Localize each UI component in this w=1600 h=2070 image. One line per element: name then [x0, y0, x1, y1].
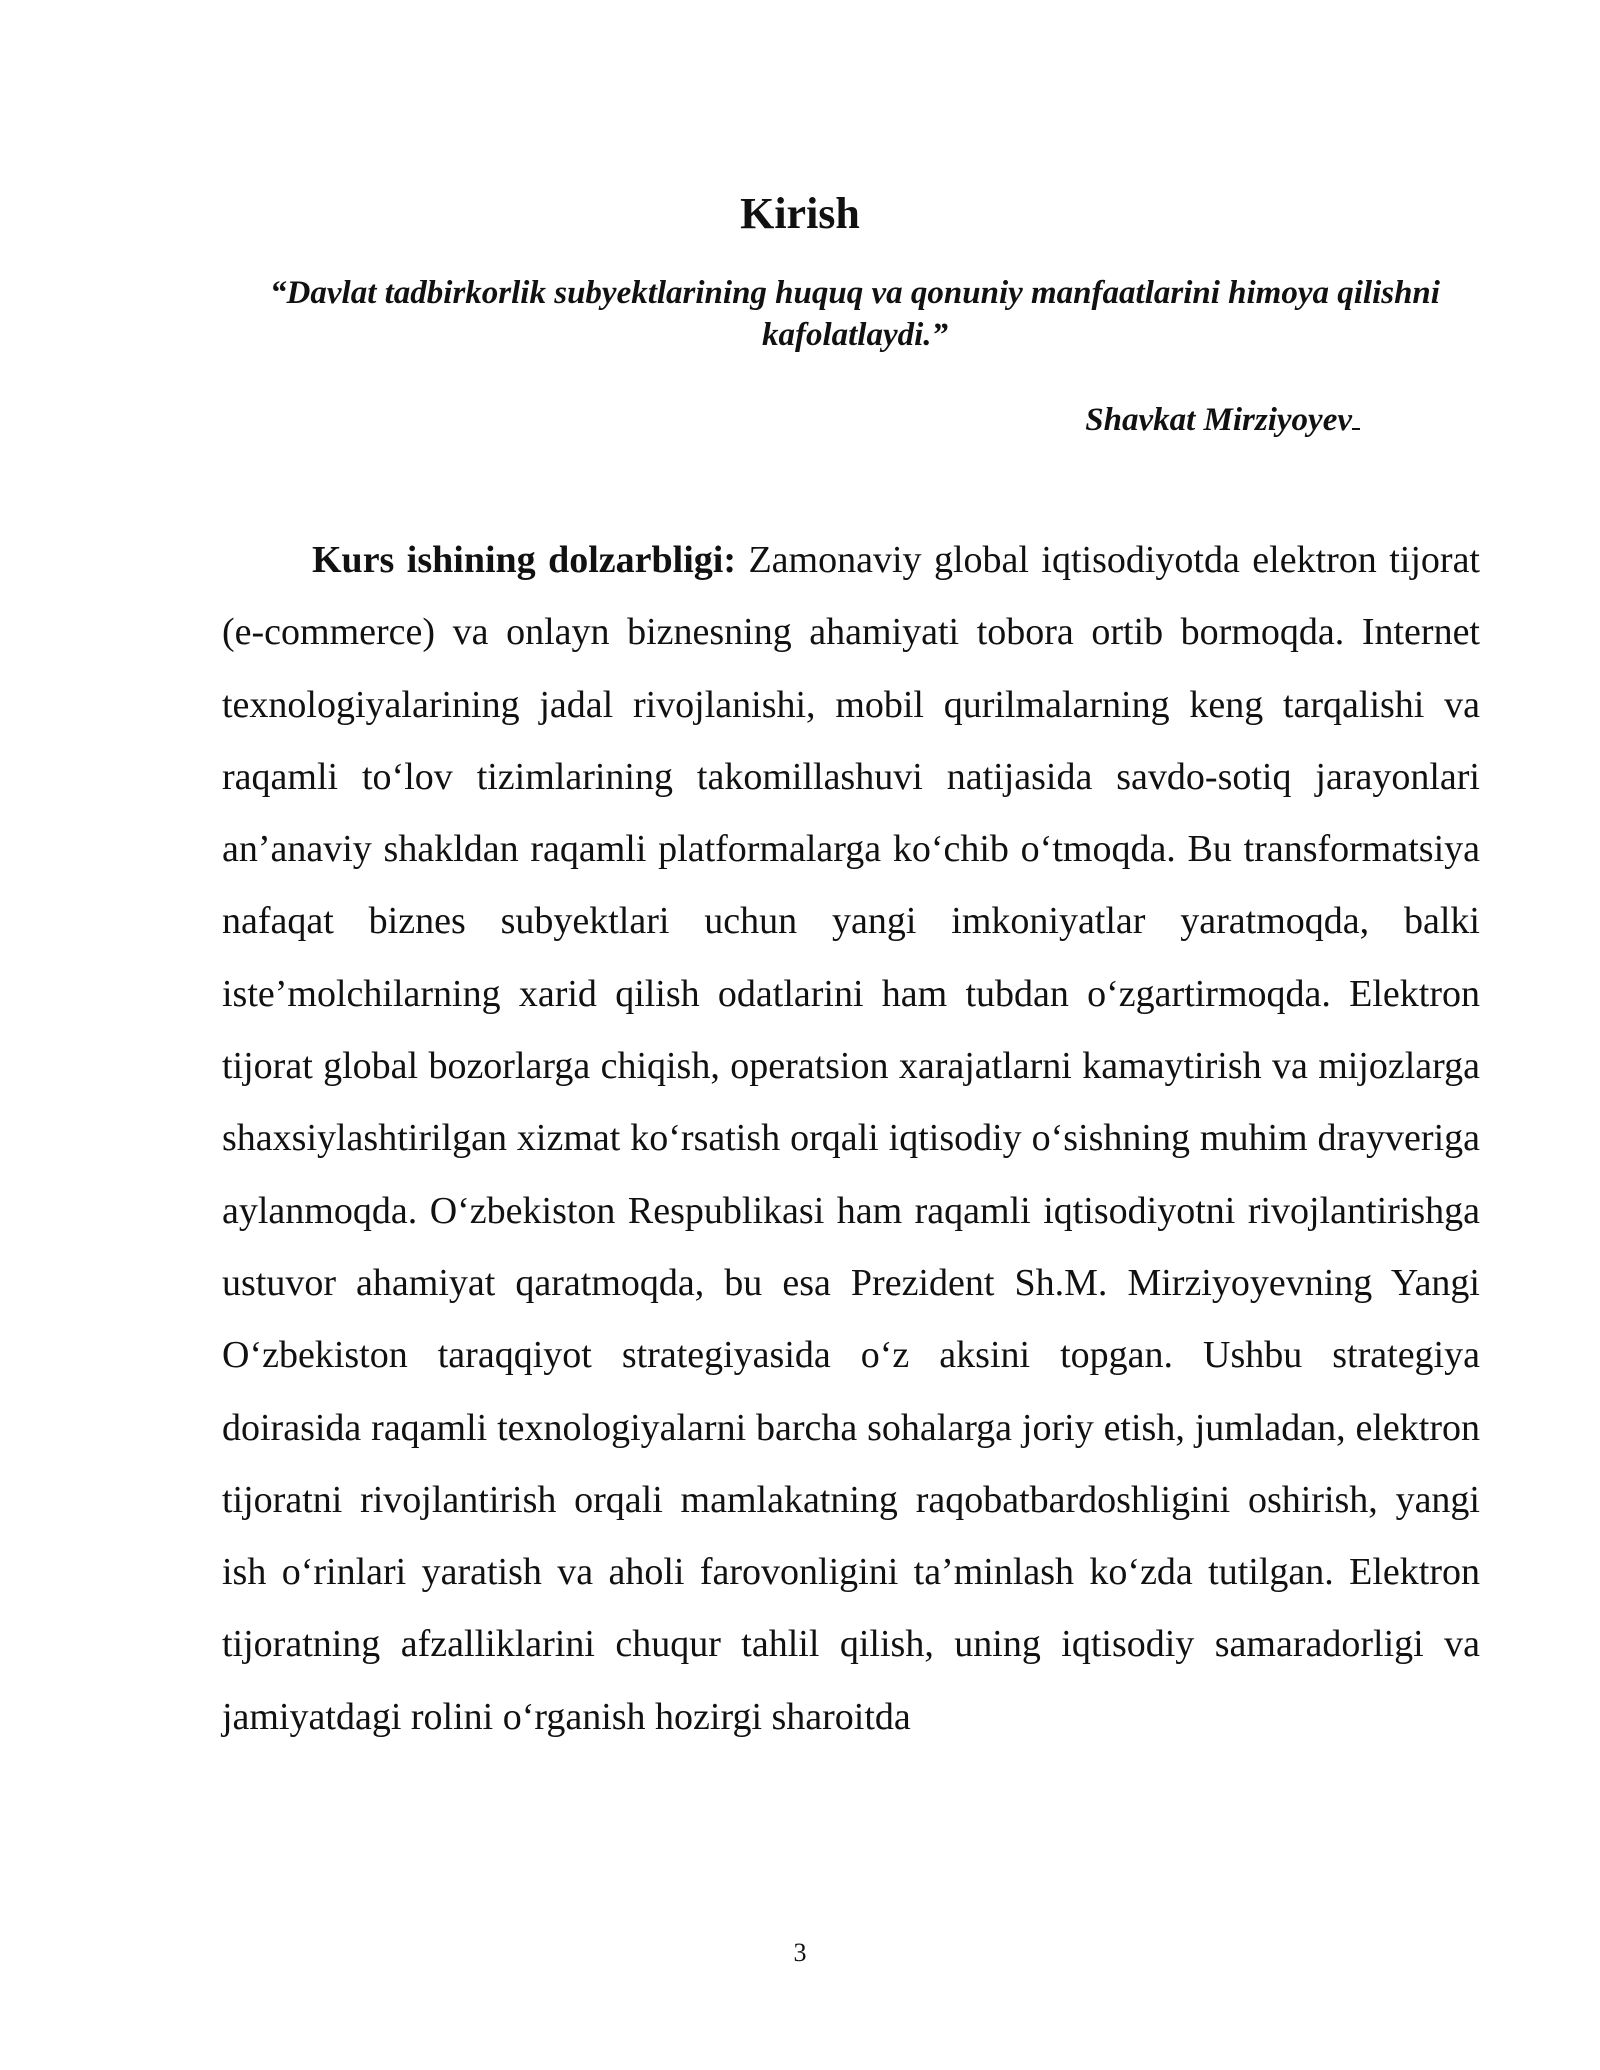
- section-heading: Kirish: [740, 189, 860, 238]
- epigraph-author-name: Shavkat Mirziyoyev: [1085, 402, 1352, 438]
- paragraph-text: Zamonaviy global iqtisodiyotda elektron tijorat (e-commerce) va onlayn biznesning ahamiyati tobora ortib bormoqda. Internet texnologiyalarining jadal rivojlanishi, mobil qurilmalarning keng tarqalishi va raqamli to‘lov tizimlarining takomillashuvi natijasida savdo-sotiq jarayonlari an’anaviy shakldan raqamli platformalarga ko‘chib o‘tmoqda. Bu transformatsiya nafaqat biznes subyektlari uchun yangi imkoniyatlar yaratmoqda, balki iste’molchilarning xarid qilish odatlarini ham tubdan o‘zgartirmoqda. Elektron tijorat global bozorlarga chiqish, operatsion xarajatlarni kamaytirish va mijozlarga shaxsiylashtirilgan xizmat ko‘rsatish orqali iqtisodiy o‘sishning muhim drayveriga aylanmoqda. O‘zbekiston Respublikasi ham raqamli iqtisodiyotni rivojlantirishga ustuvor ahamiyat qaratmoqda, bu esa Prezident Sh.M. Mirziyoyevning Yangi O‘zbekiston taraqqiyot strategiyasida o‘z aksini topgan. Ushbu strategiya doirasida raqamli texnologiyalarni barcha sohalarga joriy etish, jumladan, elektron tijoratni rivojlantirish orqali mamlakatning raqobatbardoshligini oshirish, yangi ish o‘rinlari yaratish va aholi farovonligini ta’minlash ko‘zda tutilgan. Elektron tijoratning afzalliklarini chuqur tahlil qilish, uning iqtisodiy samaradorligi va jamiyatdagi rolini o‘rganish hozirgi sharoitda: [222, 539, 1480, 1738]
- underscore-mark: [1352, 398, 1360, 430]
- epigraph-quote: “Davlat tadbirkorlik subyektlarining huquq va qonuniy manfaatlarini himoya qilishni kafolatlaydi.”: [270, 275, 1440, 353]
- page-number: 3: [793, 1938, 807, 1967]
- body-paragraph: [222, 524, 1480, 1753]
- paragraph-lead: Kurs ishining dolzarbligi:: [312, 539, 736, 581]
- epigraph-author: [1085, 398, 1360, 441]
